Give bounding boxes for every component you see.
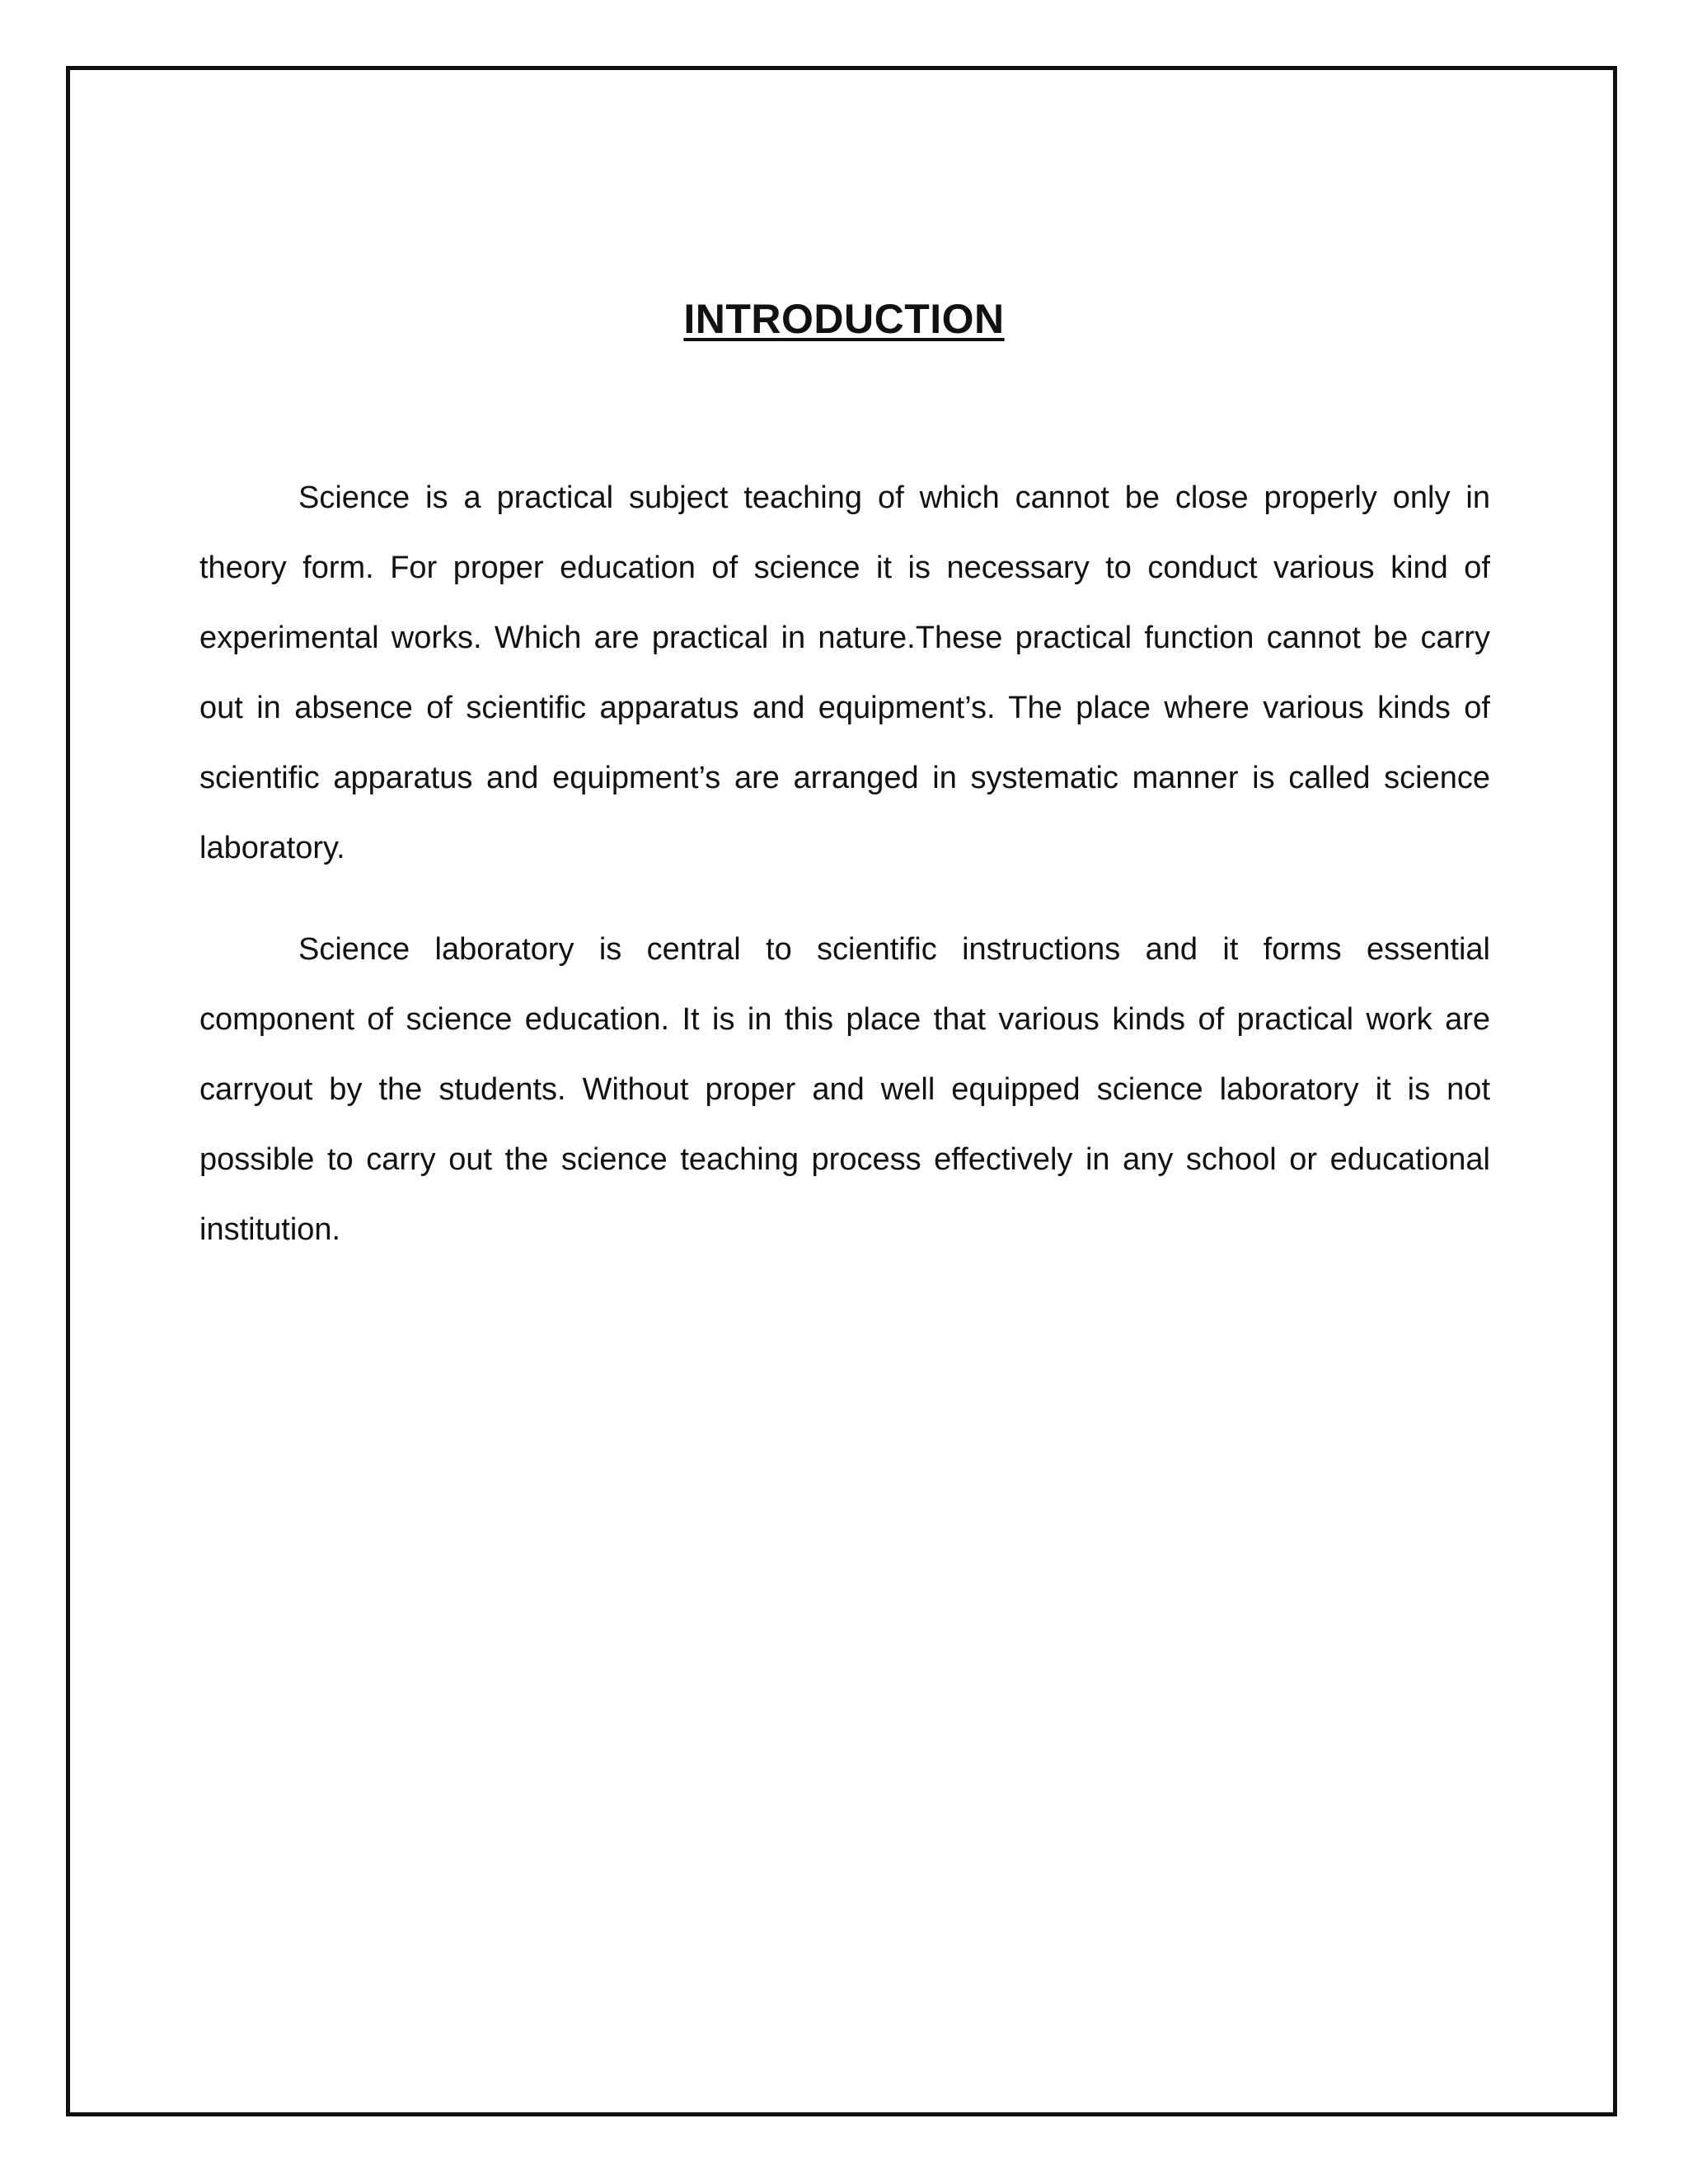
introduction-paragraph-1: Science is a practical subject teaching of which cannot be close properly only in theory form. For proper education of science it is necessary to conduct various kind of experimental works. Which are practical in nature.These practical function cannot be carry out in absence of scientific apparatus and equipment’s. The place where various kinds of scientific apparatus and equipment’s are arranged in systematic manner is called science laboratory. <box>199 480 1490 865</box>
page-title: INTRODUCTION <box>683 296 1005 342</box>
introduction-paragraph-2: Science laboratory is central to scientific instructions and it forms essential component of science education. It is in this place that various kinds of practical work are carryout by the students. Without proper and well equipped science laboratory it is not possible to carry out the science teaching process effectively in any school or educational institution. <box>199 932 1490 1247</box>
